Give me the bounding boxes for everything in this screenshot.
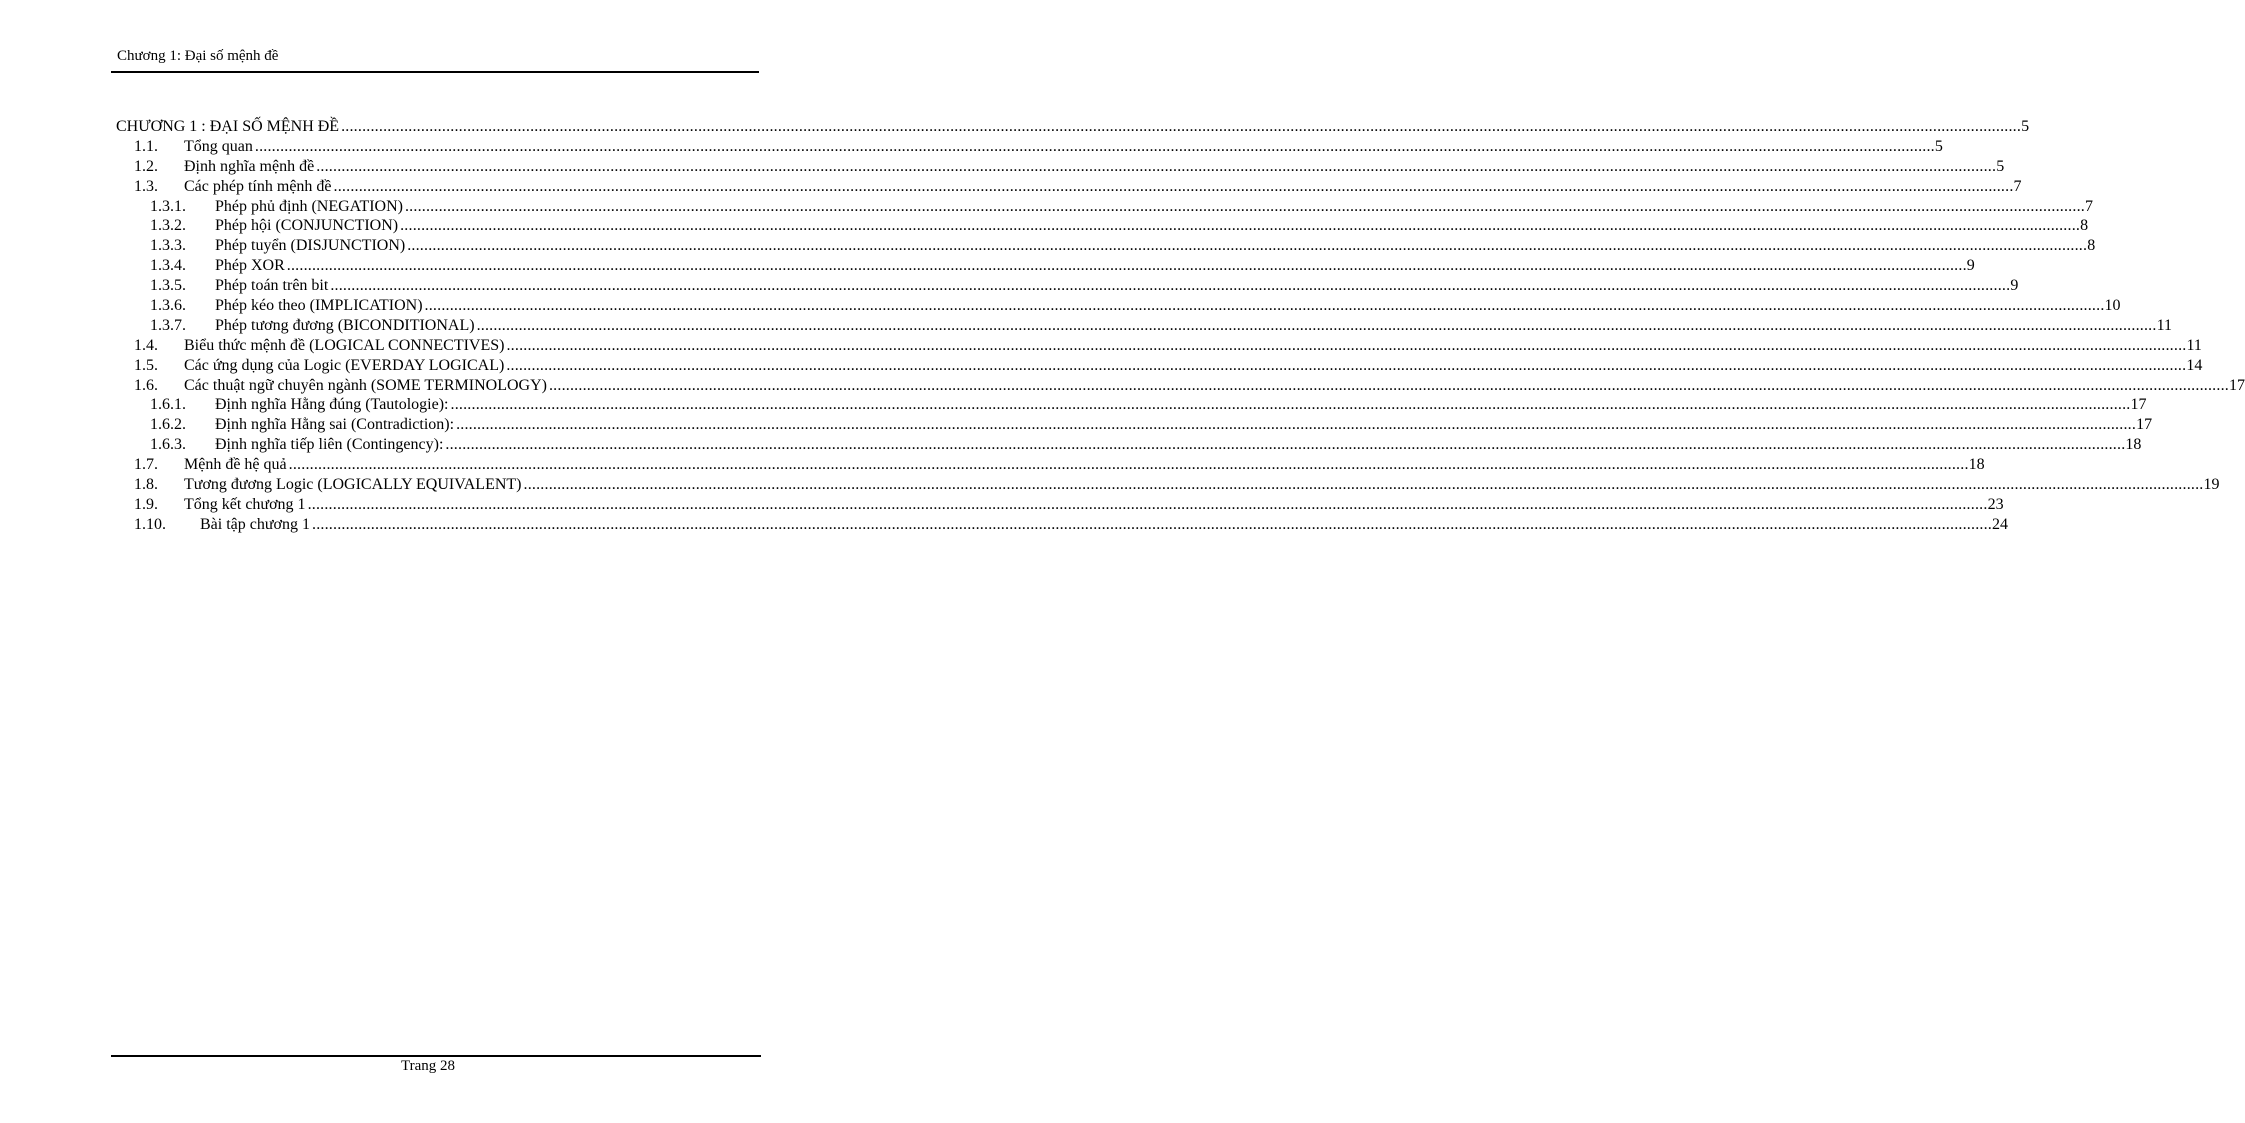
toc-entry-page: 7	[2013, 177, 2022, 195]
toc-entry-number: 1.4.	[134, 336, 158, 354]
toc-entry-page: 17	[2228, 376, 2245, 394]
toc-entry-number: 1.3.6.	[150, 297, 186, 315]
toc-entry-page: 11	[2156, 316, 2172, 334]
toc-entry-title: Định nghĩa mệnh đề	[184, 157, 315, 175]
toc-entry-page: 17	[2130, 396, 2147, 414]
toc-dot-leader: ................................................................................................................................................................................................................................................................................................................................................................................................................	[341, 118, 2022, 135]
toc-dot-leader: ................................................................................................................................................................................................................................................................................................................................................................................................................	[506, 336, 2187, 354]
toc-entry-page: 18	[1968, 456, 1985, 474]
toc-entry[interactable]	[116, 256, 1975, 276]
toc-dot-leader: ................................................................................................................................................................................................................................................................................................................................................................................................................	[456, 416, 2137, 434]
toc-dot-leader: ................................................................................................................................................................................................................................................................................................................................................................................................................	[407, 237, 2088, 255]
toc-entry-page: 14	[2186, 356, 2203, 374]
header-rule	[111, 71, 759, 73]
toc-dot-leader: ................................................................................................................................................................................................................................................................................................................................................................................................................	[307, 495, 1988, 513]
toc-entry-title: Bài tập chương 1	[200, 515, 310, 533]
toc-entry-number: 1.6.3.	[150, 436, 186, 454]
toc-entry-number: 1.10.	[134, 515, 166, 533]
page-footer-number: Trang 28	[400, 1058, 456, 1074]
toc-entry-title: Phép phủ định (NEGATION)	[215, 197, 403, 215]
toc-entry-number: 1.2.	[134, 157, 158, 175]
toc-dot-leader: ................................................................................................................................................................................................................................................................................................................................................................................................................	[316, 157, 1997, 175]
toc-entry-title: Định nghĩa Hằng sai (Contradiction):	[215, 416, 455, 434]
toc-dot-leader: ................................................................................................................................................................................................................................................................................................................................................................................................................	[254, 137, 1935, 155]
toc-entry[interactable]	[116, 415, 2153, 435]
toc-entry-title: Định nghĩa tiếp liên (Contingency):	[215, 436, 444, 454]
toc-entry[interactable]	[116, 296, 2121, 316]
toc-entry-number: 1.9.	[134, 495, 158, 513]
toc-entry-number: 1.6.1.	[150, 396, 186, 414]
toc-entry[interactable]	[116, 495, 2004, 515]
toc-entry[interactable]	[116, 316, 2172, 336]
toc-entry-number: 1.3.7.	[150, 316, 186, 334]
toc-entry[interactable]	[116, 435, 2142, 455]
toc-entry[interactable]	[116, 336, 2202, 356]
toc-entry-page: 8	[2080, 217, 2089, 235]
toc-dot-leader: ................................................................................................................................................................................................................................................................................................................................................................................................................	[450, 396, 2131, 414]
toc-entry[interactable]	[116, 276, 2019, 296]
toc-entry-title: Biểu thức mệnh đề (LOGICAL CONNECTIVES)	[184, 336, 505, 354]
toc-entry-title: Phép hội (CONJUNCTION)	[215, 217, 399, 235]
toc-dot-leader: ................................................................................................................................................................................................................................................................................................................................................................................................................	[333, 177, 2014, 195]
toc-entry-number: 1.3.	[134, 177, 158, 195]
toc-entry-page: 18	[2125, 436, 2142, 454]
toc-dot-leader: ................................................................................................................................................................................................................................................................................................................................................................................................................	[286, 257, 1967, 275]
toc-entry-page: 23	[1987, 495, 2004, 513]
toc-entry[interactable]	[116, 395, 2147, 415]
toc-entry[interactable]	[116, 356, 2203, 376]
page-header-title: Chương 1: Đại số mệnh đề	[117, 48, 279, 64]
toc-entry[interactable]	[116, 515, 2008, 535]
toc-entry-number: 1.3.3.	[150, 237, 186, 255]
toc-entry-page: 11	[2186, 336, 2202, 354]
toc-entry-title: Tổng quan	[184, 137, 253, 155]
toc-entry-page: 7	[2084, 197, 2093, 215]
toc-entry-number: 1.3.4.	[150, 257, 186, 275]
toc-entry[interactable]	[116, 157, 2005, 177]
toc-entry-page: 8	[2087, 237, 2096, 255]
toc-entry-title: CHƯƠNG 1 : ĐẠI SỐ MỆNH ĐỀ	[116, 118, 340, 135]
toc-entry[interactable]	[116, 117, 2030, 137]
toc-entry-page: 5	[1996, 157, 2005, 175]
toc-entry-title: Phép toán trên bit	[215, 277, 329, 295]
toc-dot-leader: ................................................................................................................................................................................................................................................................................................................................................................................................................	[288, 456, 1969, 474]
toc-entry-page: 5	[1934, 137, 1943, 155]
toc-entry-title: Phép tương đương (BICONDITIONAL)	[215, 316, 475, 334]
toc-entry-page: 19	[2203, 476, 2220, 494]
toc-entry-number: 1.3.5.	[150, 277, 186, 295]
toc-entry-title: Mệnh đề hệ quả	[184, 456, 287, 474]
toc-entry-page: 9	[1966, 257, 1975, 275]
toc-dot-leader: ................................................................................................................................................................................................................................................................................................................................................................................................................	[445, 436, 2126, 454]
toc-entry-title: Phép kéo theo (IMPLICATION)	[215, 297, 423, 315]
toc-entry-page: 9	[2010, 277, 2019, 295]
toc-entry-number: 1.5.	[134, 356, 158, 374]
toc-entry-number: 1.6.2.	[150, 416, 186, 434]
toc-entry-title: Các ứng dụng của Logic (EVERDAY LOGICAL)	[184, 356, 505, 374]
toc-entry-title: Các thuật ngữ chuyên ngành (SOME TERMINOLOGY)	[184, 376, 547, 394]
toc-entry-number: 1.1.	[134, 137, 158, 155]
toc-entry-page: 17	[2136, 416, 2153, 434]
toc-entry-number: 1.7.	[134, 456, 158, 474]
toc-entry-number: 1.3.1.	[150, 197, 186, 215]
toc-dot-leader: ................................................................................................................................................................................................................................................................................................................................................................................................................	[400, 217, 2081, 235]
toc-dot-leader: ................................................................................................................................................................................................................................................................................................................................................................................................................	[523, 476, 2204, 494]
toc-entry[interactable]	[116, 236, 2096, 256]
toc-dot-leader: ................................................................................................................................................................................................................................................................................................................................................................................................................	[548, 376, 2229, 394]
toc-entry-title: Tương đương Logic (LOGICALLY EQUIVALENT)	[184, 476, 522, 494]
toc-entry[interactable]	[116, 475, 2220, 495]
toc-dot-leader: ................................................................................................................................................................................................................................................................................................................................................................................................................	[424, 297, 2105, 315]
toc-entry[interactable]	[116, 216, 2089, 236]
toc-entry-page: 10	[2104, 297, 2121, 315]
toc-entry-title: Phép tuyển (DISJUNCTION)	[215, 237, 406, 255]
toc-entry[interactable]	[116, 376, 2245, 396]
toc-dot-leader: ................................................................................................................................................................................................................................................................................................................................................................................................................	[312, 515, 1992, 533]
toc-entry[interactable]	[116, 197, 2093, 217]
toc-entry-title: Định nghĩa Hằng đúng (Tautologie):	[215, 396, 449, 414]
toc-dot-leader: ................................................................................................................................................................................................................................................................................................................................................................................................................	[404, 197, 2085, 215]
toc-entry[interactable]	[116, 177, 2022, 197]
toc-entry-title: Phép XOR	[215, 257, 285, 275]
toc-entry-title: Tổng kết chương 1	[184, 495, 306, 513]
toc-dot-leader: ................................................................................................................................................................................................................................................................................................................................................................................................................	[330, 277, 2011, 295]
toc-entry-number: 1.8.	[134, 476, 158, 494]
toc-entry-page: 24	[1992, 515, 2008, 533]
toc-entry-number: 1.3.2.	[150, 217, 186, 235]
toc-entry-title: Các phép tính mệnh đề	[184, 177, 332, 195]
toc-entry[interactable]	[116, 455, 1985, 475]
toc-dot-leader: ................................................................................................................................................................................................................................................................................................................................................................................................................	[476, 316, 2157, 334]
toc-dot-leader: ................................................................................................................................................................................................................................................................................................................................................................................................................	[506, 356, 2187, 374]
toc-entry-number: 1.6.	[134, 376, 158, 394]
table-of-contents	[116, 117, 2245, 535]
toc-entry[interactable]	[116, 137, 1943, 157]
toc-entry-page: 5	[2021, 118, 2030, 135]
